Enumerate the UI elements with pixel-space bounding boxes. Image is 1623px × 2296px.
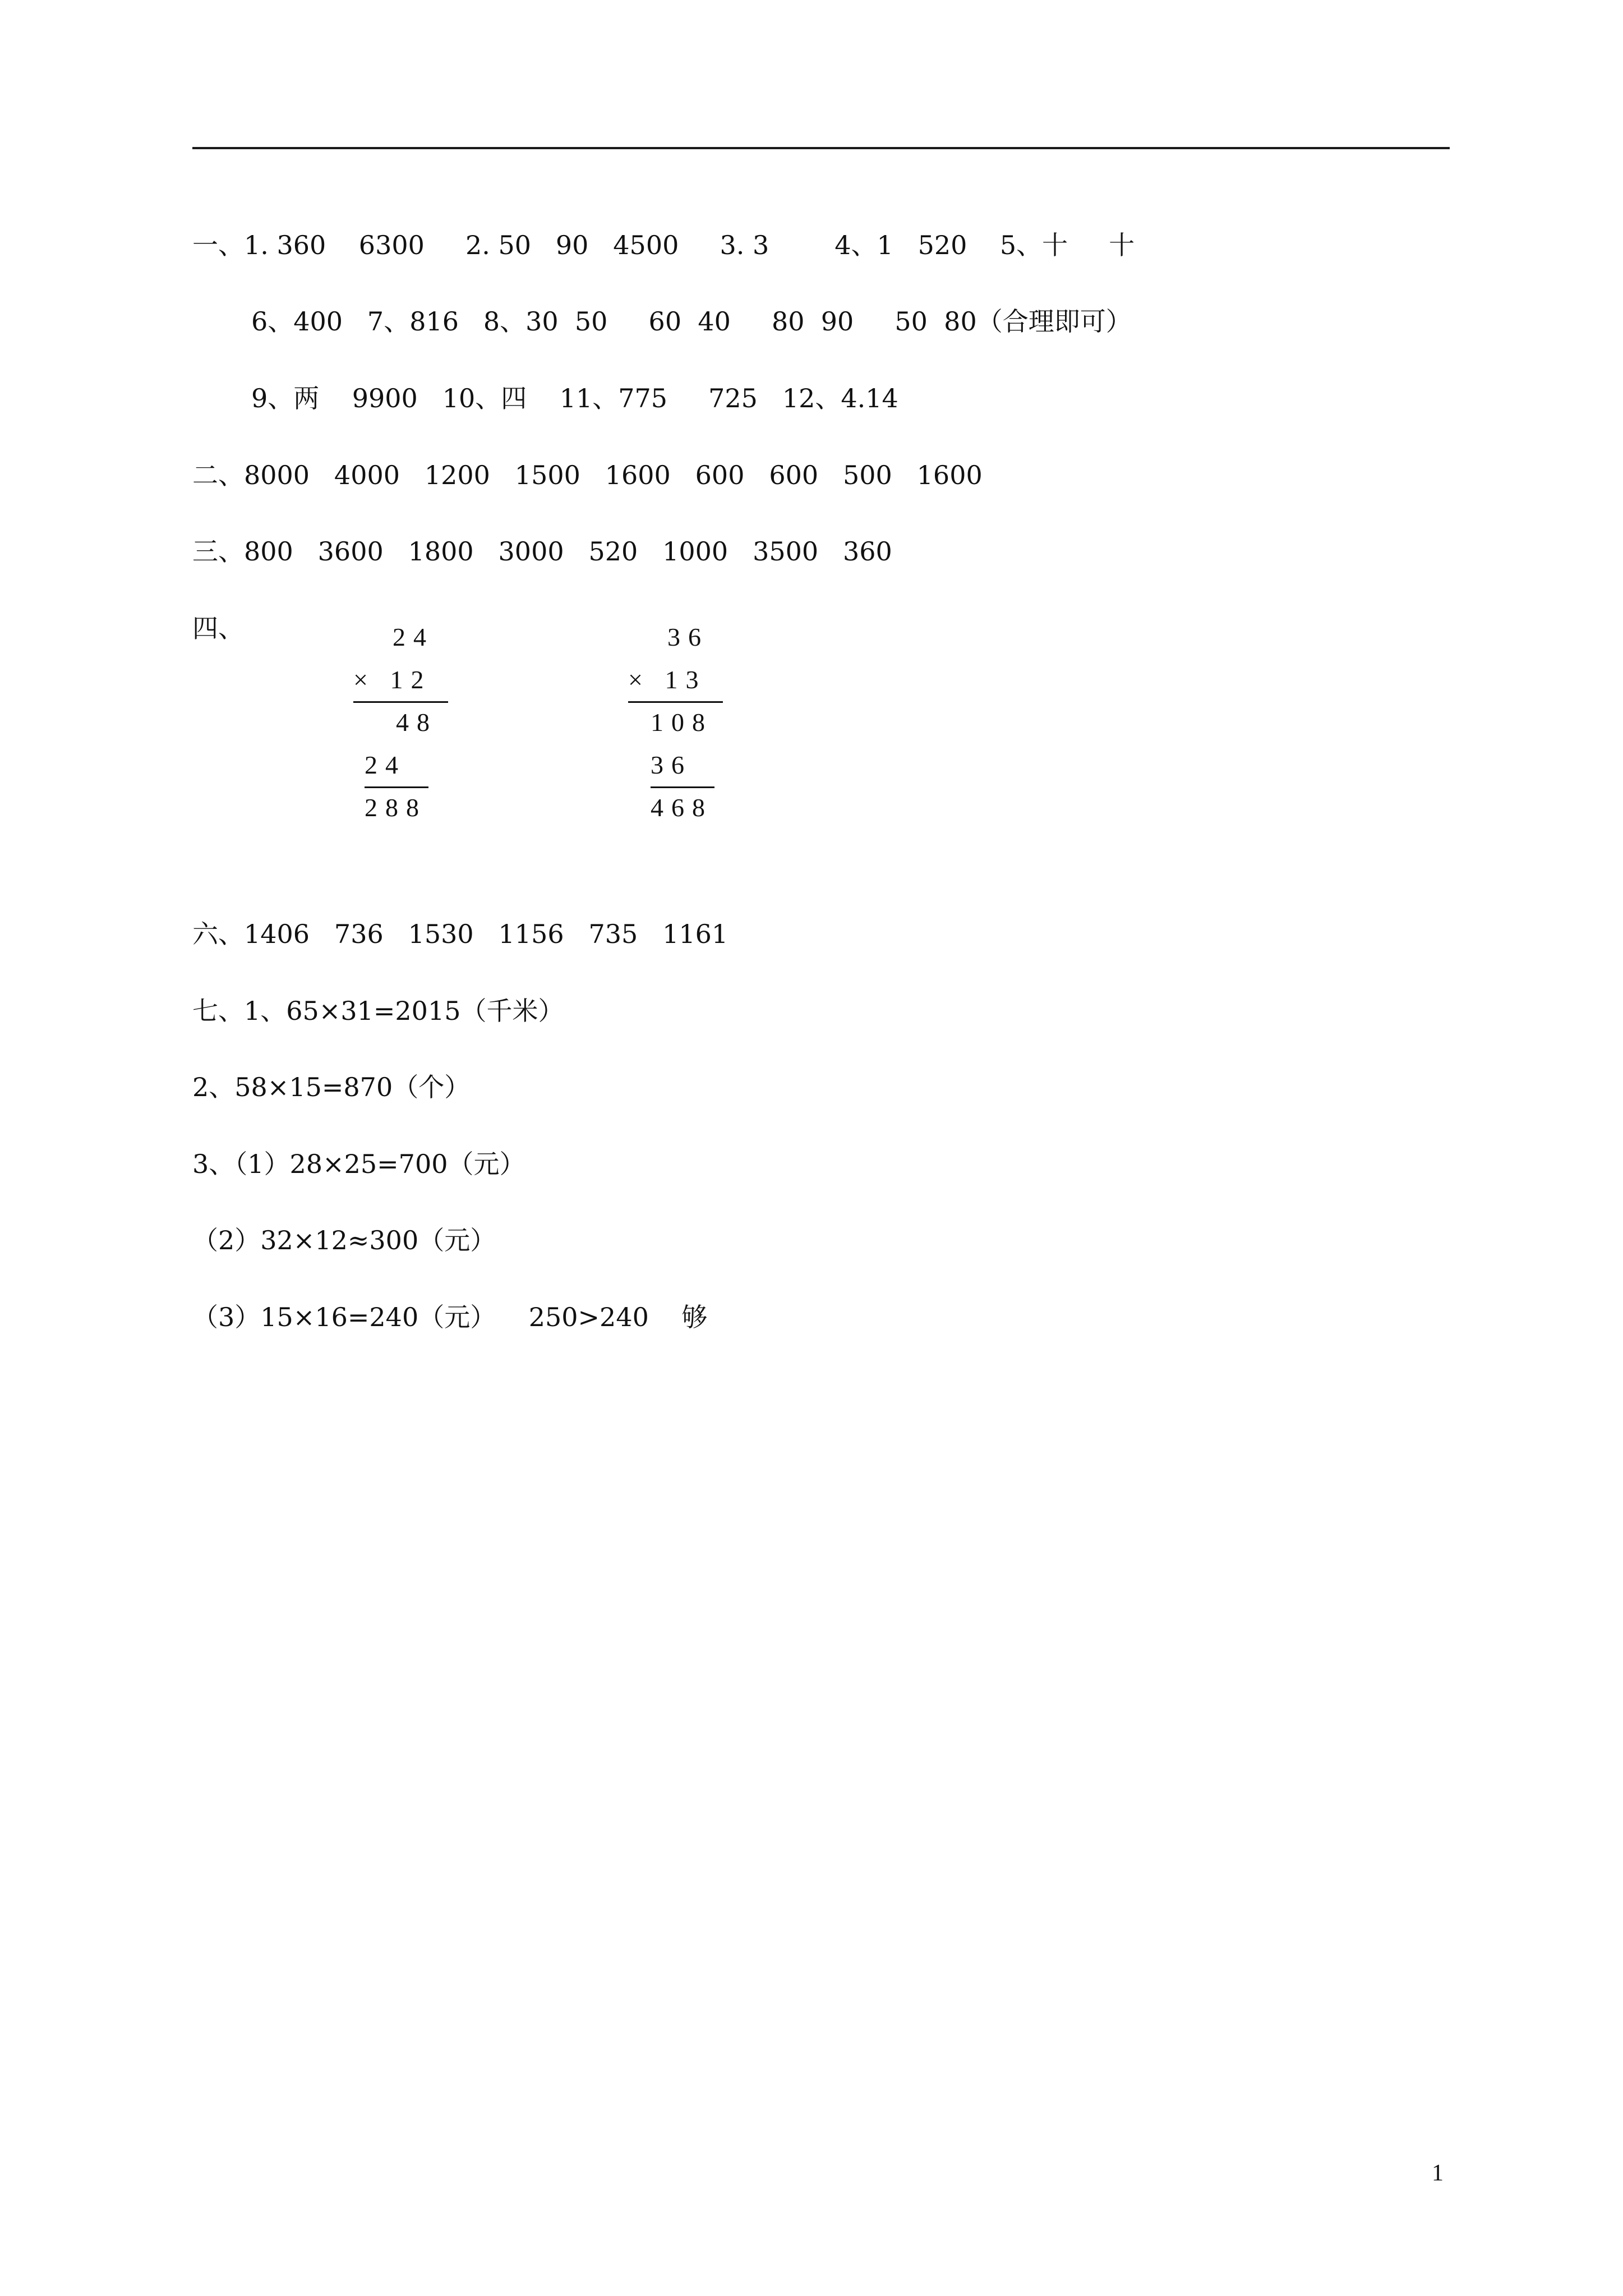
calc2-product: 468: [651, 793, 713, 822]
section-7-line-1: 七、1、65×31=2015（千米）: [192, 996, 564, 1026]
section-3-line: 三、800 3600 1800 3000 520 1000 3500 360: [192, 536, 892, 567]
calc2-partial-2: 36: [651, 744, 714, 788]
calc1-partial-2: 24: [365, 744, 428, 788]
section-1-line-2: 6、400 7、816 8、30 50 60 40 80 90 50 80（合理即可）: [251, 306, 1132, 337]
calc2-multiplicand: 36: [667, 623, 709, 651]
section-1-line-3: 9、两 9900 10、四 11、775 725 12、4.14: [251, 383, 898, 413]
header-rule: [192, 147, 1450, 149]
section-6-line: 六、1406 736 1530 1156 735 1161: [192, 919, 728, 949]
calc1-multiplier: × 12: [353, 659, 448, 703]
section-7-line-5: （3）15×16=240（元） 250>240 够: [192, 1302, 708, 1332]
calc1-partial-1: 48: [396, 708, 437, 737]
vertical-multiplication-2: [623, 616, 751, 840]
section-7-line-3: 3、（1）28×25=700（元）: [192, 1149, 525, 1179]
page-number: 1: [1432, 2160, 1444, 2186]
calc2-multiplier: × 13: [628, 659, 723, 703]
section-4-label: 四、: [192, 613, 244, 643]
vertical-multiplication-1: [348, 616, 477, 840]
calc2-partial-1: 108: [651, 708, 713, 737]
calc1-multiplicand: 24: [393, 623, 434, 651]
section-7-line-4: （2）32×12≈300（元）: [192, 1225, 496, 1255]
section-7-line-2: 2、58×15=870（个）: [192, 1072, 471, 1102]
calc1-product: 288: [365, 793, 427, 822]
section-1-line-1: 一、1. 360 6300 2. 50 90 4500 3. 3 4、1 520 5、十 十: [192, 230, 1135, 260]
section-2-line: 二、8000 4000 1200 1500 1600 600 600 500 1600: [192, 460, 983, 490]
